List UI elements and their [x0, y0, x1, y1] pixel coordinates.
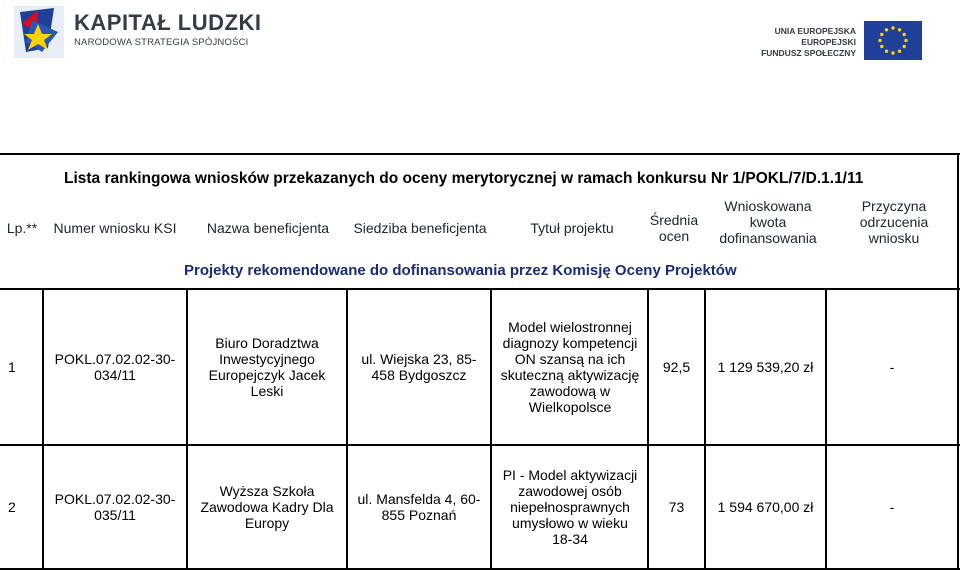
row-nazwa: Biuro Doradztwa Inwestycyjnego Europejczyk Jacek Leski	[208, 335, 326, 399]
row-nazwa: Wyższa Szkoła Zawodowa Kadry Dla Europy	[200, 483, 334, 531]
col-tytul: Tytuł projektu	[530, 220, 614, 236]
grid-line	[346, 288, 348, 570]
section-heading: Projekty rekomendowane do dofinansowania przez Komisję Oceny Projektów	[184, 262, 737, 279]
row-numer: POKL.07.02.02-30-035/11	[54, 491, 176, 523]
grid-line	[957, 153, 959, 570]
eu-logo-line3: FUNDUSZ SPOŁECZNY	[761, 48, 856, 58]
grid-line	[0, 568, 960, 570]
kapital-ludzki-title: KAPITAŁ LUDZKI	[74, 10, 262, 35]
row-lp: 2	[8, 499, 16, 515]
grid-line	[42, 288, 44, 570]
col-lp: Lp.**	[6, 220, 38, 236]
row-tytul: Model wielostronnej diagnozy kompetencji ON szansą na ich skuteczną aktywizację zawodową w Wielkopolsce	[500, 319, 640, 415]
row-kwota: 1 594 670,00 zł	[717, 499, 814, 515]
row-srednia: 92,5	[662, 359, 691, 375]
eu-flag-icon	[864, 21, 922, 60]
col-kwota: Wnioskowana kwota dofinansowania	[719, 198, 817, 246]
grid-line	[0, 153, 960, 155]
row-siedziba: ul. Wiejska 23, 85-458 Bydgoszcz	[361, 351, 477, 383]
grid-line	[186, 288, 188, 570]
row-kwota: 1 129 539,20 zł	[717, 359, 814, 375]
eu-logo-text	[761, 26, 856, 59]
eu-logo-line1: UNIA EUROPEJSKA	[774, 26, 856, 36]
grid-line	[490, 288, 492, 570]
row-przyczyna: -	[889, 359, 895, 375]
document-title: Lista rankingowa wniosków przekazanych do oceny merytorycznej w ramach konkursu Nr 1/POKL/7/D.1.1/11	[64, 170, 864, 187]
kapital-ludzki-subtitle: NARODOWA STRATEGIA SPÓJNOŚCI	[74, 37, 249, 48]
row-lp: 1	[8, 359, 16, 375]
col-numer: Numer wniosku KSI	[53, 220, 177, 236]
col-siedziba: Siedziba beneficjenta	[353, 220, 487, 236]
row-srednia: 73	[668, 499, 685, 515]
col-przyczyna: Przyczyna odrzucenia wniosku	[859, 198, 929, 246]
row-numer: POKL.07.02.02-30-034/11	[54, 351, 176, 383]
row-siedziba: ul. Mansfelda 4, 60-855 Poznań	[357, 491, 481, 523]
col-nazwa: Nazwa beneficjenta	[206, 220, 330, 236]
row-tytul: PI - Model aktywizacji zawodowej osób niepełnosprawnych umysłowo w wieku 18-34	[502, 467, 638, 547]
eu-logo-line2: EUROPEJSKI	[801, 37, 856, 47]
row-przyczyna: -	[889, 499, 895, 515]
col-srednia: Średnia ocen	[649, 212, 699, 244]
